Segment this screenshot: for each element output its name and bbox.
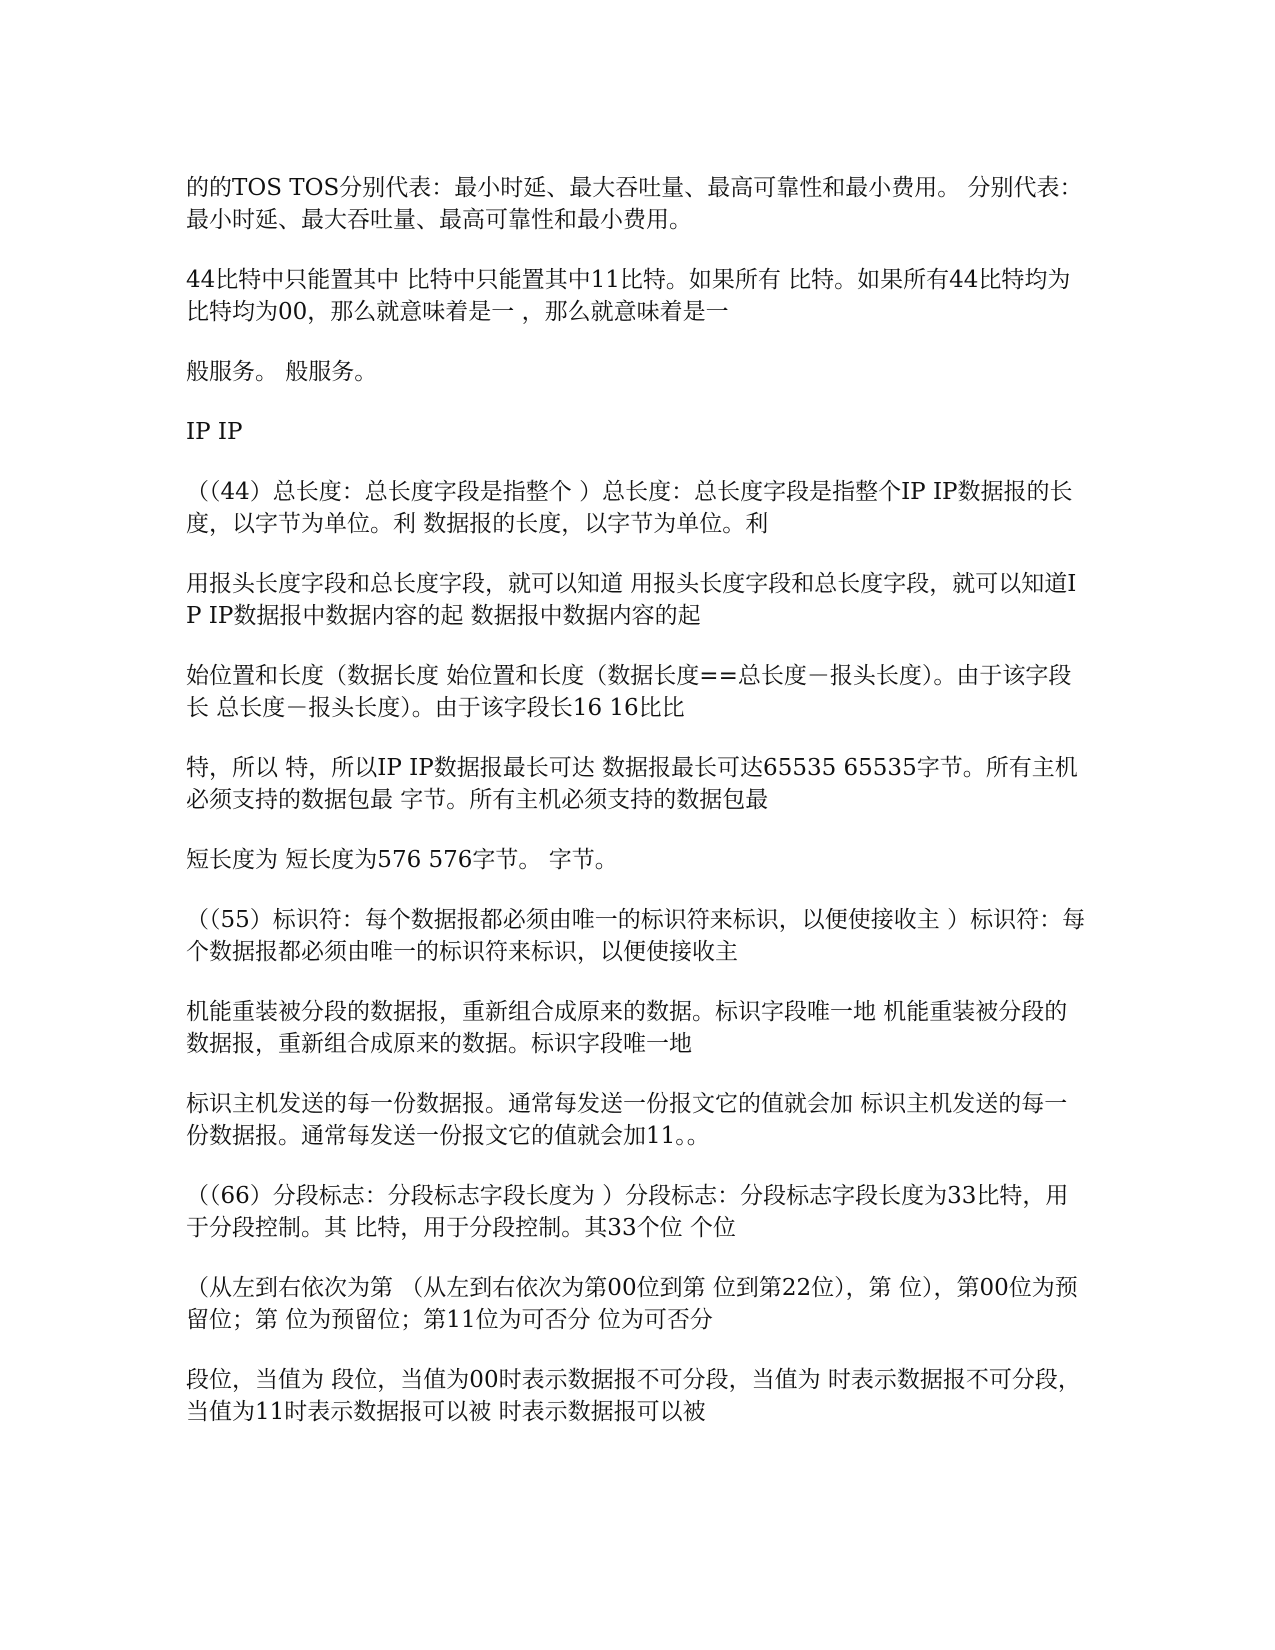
paragraph-general-service: 般服务。 般服务。 [186, 359, 378, 385]
paragraph-tos-bits: 44比特中只能置其中 比特中只能置其中11比特。如果所有 比特。如果所有44比特均为 比特均为00，那么就意味着是一 ，那么就意味着是一 [186, 267, 1071, 325]
paragraph-tos-meaning: 的的TOS TOS分别代表：最小时延、最大吞吐量、最高可靠性和最小费用。 分别代表：最小时延、最大吞吐量、最高可靠性和最小费用。 [186, 175, 1083, 233]
paragraph-fragment-values: 段位，当值为 段位，当值为00时表示数据报不可分段，当值为 时表示数据报不可分段，当值为11时表示数据报可以被 时表示数据报可以被 [186, 1367, 1081, 1425]
paragraph-reassembly: 机能重装被分段的数据报，重新组合成原来的数据。标识字段唯一地 机能重装被分段的数据报，重新组合成原来的数据。标识字段唯一地 [186, 999, 1068, 1057]
paragraph-fragment-flags: （（66）分段标志：分段标志字段长度为 ）分段标志：分段标志字段长度为33比特，用于分段控制。其 比特，用于分段控制。其33个位 个位 [186, 1183, 1069, 1241]
paragraph-identifier: （（55）标识符：每个数据报都必须由唯一的标识符来标识，以便使接收主 ）标识符：每个数据报都必须由唯一的标识符来标识，以便使接收主 [186, 907, 1086, 965]
paragraph-identifier-increment: 标识主机发送的每一份数据报。通常每发送一份报文它的值就会加 标识主机发送的每一份数据报。通常每发送一份报文它的值就会加11。。 [186, 1091, 1068, 1149]
paragraph-min-length: 短长度为 短长度为576 576字节。 字节。 [186, 847, 618, 873]
paragraph-flag-bits: （从左到右依次为第 （从左到右依次为第00位到第 位到第22位），第 位），第00位为预留位；第 位为预留位；第11位为可否分 位为可否分 [186, 1275, 1078, 1333]
paragraph-data-length: 始位置和长度（数据长度 始位置和长度（数据长度==总长度－报头长度）。由于该字段长 总长度－报头长度）。由于该字段长16 16比比 [186, 663, 1072, 721]
paragraph-ip-label: IP IP [186, 419, 243, 445]
paragraph-header-length: 用报头长度字段和总长度字段，就可以知道 用报头长度字段和总长度字段，就可以知道IP IP数据报中数据内容的起 数据报中数据内容的起 [186, 571, 1077, 629]
paragraph-max-length: 特，所以 特，所以IP IP数据报最长可达 数据报最长可达65535 65535字节。所有主机必须支持的数据包最 字节。所有主机必须支持的数据包最 [186, 755, 1078, 813]
paragraph-total-length: （（44）总长度：总长度字段是指整个 ）总长度：总长度字段是指整个IP IP数据报的长度，以字节为单位。利 数据报的长度，以字节为单位。利 [186, 479, 1073, 537]
document-body [186, 172, 1086, 1456]
